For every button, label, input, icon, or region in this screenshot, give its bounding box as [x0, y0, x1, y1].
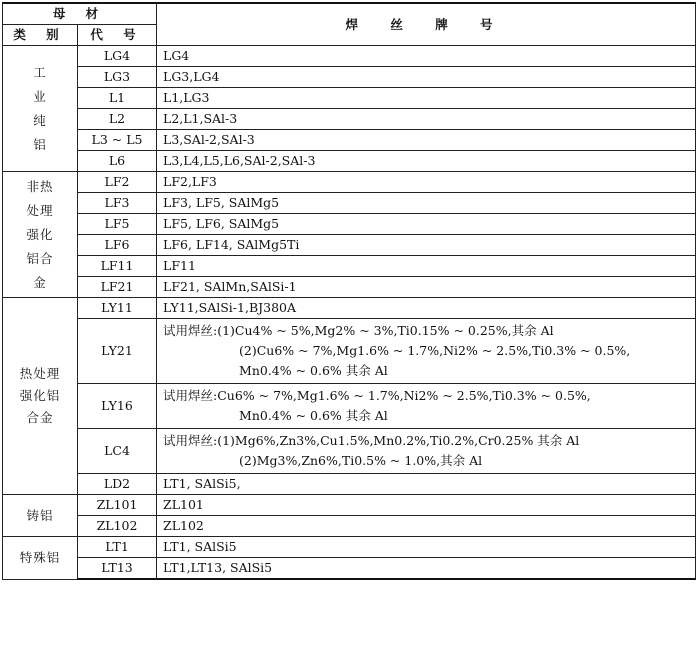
- table-row: [3, 516, 696, 537]
- wire-grade-line: LF3, LF5, SAlMg5: [163, 195, 280, 210]
- wire-grade-line: LG3,LG4: [163, 69, 220, 84]
- wire-grade-line: LY11,SAlSi-1,BJ380A: [163, 300, 297, 315]
- header-row-1: [3, 3, 696, 25]
- wire-grade-line: Mn0.4% ~ 0.6% 其余 Al: [239, 408, 388, 423]
- code-cell: LY11: [78, 298, 157, 319]
- wire-grade-cell: [157, 298, 696, 319]
- wire-grade-cell: [157, 256, 696, 277]
- category-cell: [3, 46, 78, 172]
- wire-grade-cell: [157, 474, 696, 495]
- code-cell: LD2: [78, 474, 157, 495]
- table-row: [3, 474, 696, 495]
- wire-grade-cell: [157, 495, 696, 516]
- code-cell: LF6: [78, 235, 157, 256]
- wire-grade-line: 试用焊丝:Cu6% ~ 7%,Mg1.6% ~ 1.7%,Ni2% ~ 2.5%,Ti0.3% ~ 0.5%,: [163, 388, 591, 403]
- code-cell: LY16: [78, 384, 157, 429]
- table-row: [3, 193, 696, 214]
- wire-grade-line: LF5, LF6, SAlMg5: [163, 216, 280, 231]
- code-cell: LF11: [78, 256, 157, 277]
- category-cell: [3, 298, 78, 495]
- wire-grade-line: L3,L4,L5,L6,SAl-2,SAl-3: [163, 153, 316, 168]
- wire-grade-line: ZL101: [163, 497, 204, 512]
- table-row: [3, 277, 696, 298]
- wire-grade-cell: [157, 214, 696, 235]
- category-label: 工业纯铝: [33, 64, 47, 152]
- wire-grade-line: LF11: [163, 258, 196, 273]
- wire-grade-line: LG4: [163, 48, 190, 63]
- wire-grade-line: 试用焊丝:(1)Cu4% ~ 5%,Mg2% ~ 3%,Ti0.15% ~ 0.25%,其余 Al: [163, 323, 554, 338]
- table-row: [3, 384, 696, 429]
- wire-grade-line: L2,L1,SAl-3: [163, 111, 238, 126]
- wire-grade-line: LF6, LF14, SAlMg5Ti: [163, 237, 300, 252]
- wire-grade-cell: [157, 172, 696, 193]
- wire-grade-cell: [157, 193, 696, 214]
- code-cell: L2: [78, 109, 157, 130]
- wire-grade-cell: [157, 235, 696, 256]
- code-cell: LF5: [78, 214, 157, 235]
- category-cell: [3, 537, 78, 580]
- code-cell: L6: [78, 151, 157, 172]
- table-row: [3, 235, 696, 256]
- code-cell: LG3: [78, 67, 157, 88]
- table-row: [3, 88, 696, 109]
- table-row: [3, 429, 696, 474]
- table-row: [3, 67, 696, 88]
- wire-grade-line: LF2,LF3: [163, 174, 217, 189]
- code-cell: LY21: [78, 319, 157, 384]
- wire-grade-cell: [157, 151, 696, 172]
- table-row: [3, 46, 696, 67]
- table-row: [3, 151, 696, 172]
- code-cell: LF2: [78, 172, 157, 193]
- table-row: [3, 109, 696, 130]
- table-body: [3, 46, 696, 580]
- header-category: 类 别: [3, 25, 78, 46]
- wire-grade-cell: [157, 429, 696, 474]
- wire-grade-cell: [157, 277, 696, 298]
- wire-grade-line: ZL102: [163, 518, 204, 533]
- welding-wire-table: [2, 2, 696, 580]
- wire-grade-line: L3,SAl-2,SAl-3: [163, 132, 255, 147]
- table-row: [3, 298, 696, 319]
- code-cell: LT1: [78, 537, 157, 558]
- wire-grade-cell: [157, 46, 696, 67]
- code-cell: LT13: [78, 558, 157, 580]
- table-row: [3, 537, 696, 558]
- code-cell: L1: [78, 88, 157, 109]
- category-label: 热处理强化铝合金: [19, 366, 61, 425]
- wire-grade-line: 试用焊丝:(1)Mg6%,Zn3%,Cu1.5%,Mn0.2%,Ti0.2%,Cr0.25% 其余 Al: [163, 433, 580, 448]
- table-row: [3, 256, 696, 277]
- category-label: 非热处理强化铝合金: [26, 178, 54, 290]
- wire-grade-cell: [157, 537, 696, 558]
- header-wire-grade: 焊 丝 牌 号: [157, 3, 696, 46]
- wire-grade-line: Mn0.4% ~ 0.6% 其余 Al: [239, 363, 388, 378]
- wire-grade-cell: [157, 67, 696, 88]
- wire-grade-line: LT1, SAlSi5,: [163, 476, 241, 491]
- table-row: [3, 172, 696, 193]
- wire-grade-line: L1,LG3: [163, 90, 210, 105]
- table-row: [3, 558, 696, 580]
- code-cell: ZL102: [78, 516, 157, 537]
- category-cell: [3, 495, 78, 537]
- wire-grade-line: LT1,LT13, SAlSi5: [163, 560, 273, 575]
- wire-grade-cell: [157, 319, 696, 384]
- wire-grade-cell: [157, 516, 696, 537]
- wire-grade-line: LF21, SAlMn,SAlSi-1: [163, 279, 297, 294]
- category-label: 特殊铝: [19, 549, 61, 565]
- code-cell: LF3: [78, 193, 157, 214]
- table-row: [3, 130, 696, 151]
- wire-grade-cell: [157, 558, 696, 580]
- table-row: [3, 319, 696, 384]
- category-cell: [3, 172, 78, 298]
- wire-grade-cell: [157, 130, 696, 151]
- header-base-metal: 母 材: [3, 3, 157, 25]
- header-code: 代 号: [78, 25, 157, 46]
- wire-grade-line: LT1, SAlSi5: [163, 539, 237, 554]
- wire-grade-line: (2)Mg3%,Zn6%,Ti0.5% ~ 1.0%,其余 Al: [239, 453, 483, 468]
- category-label: 铸铝: [26, 507, 54, 523]
- table-row: [3, 214, 696, 235]
- wire-grade-cell: [157, 88, 696, 109]
- wire-grade-line: (2)Cu6% ~ 7%,Mg1.6% ~ 1.7%,Ni2% ~ 2.5%,Ti0.3% ~ 0.5%,: [239, 343, 631, 358]
- table-row: [3, 495, 696, 516]
- code-cell: LF21: [78, 277, 157, 298]
- wire-grade-cell: [157, 384, 696, 429]
- code-cell: ZL101: [78, 495, 157, 516]
- code-cell: LC4: [78, 429, 157, 474]
- code-cell: L3 ~ L5: [78, 130, 157, 151]
- code-cell: LG4: [78, 46, 157, 67]
- wire-grade-cell: [157, 109, 696, 130]
